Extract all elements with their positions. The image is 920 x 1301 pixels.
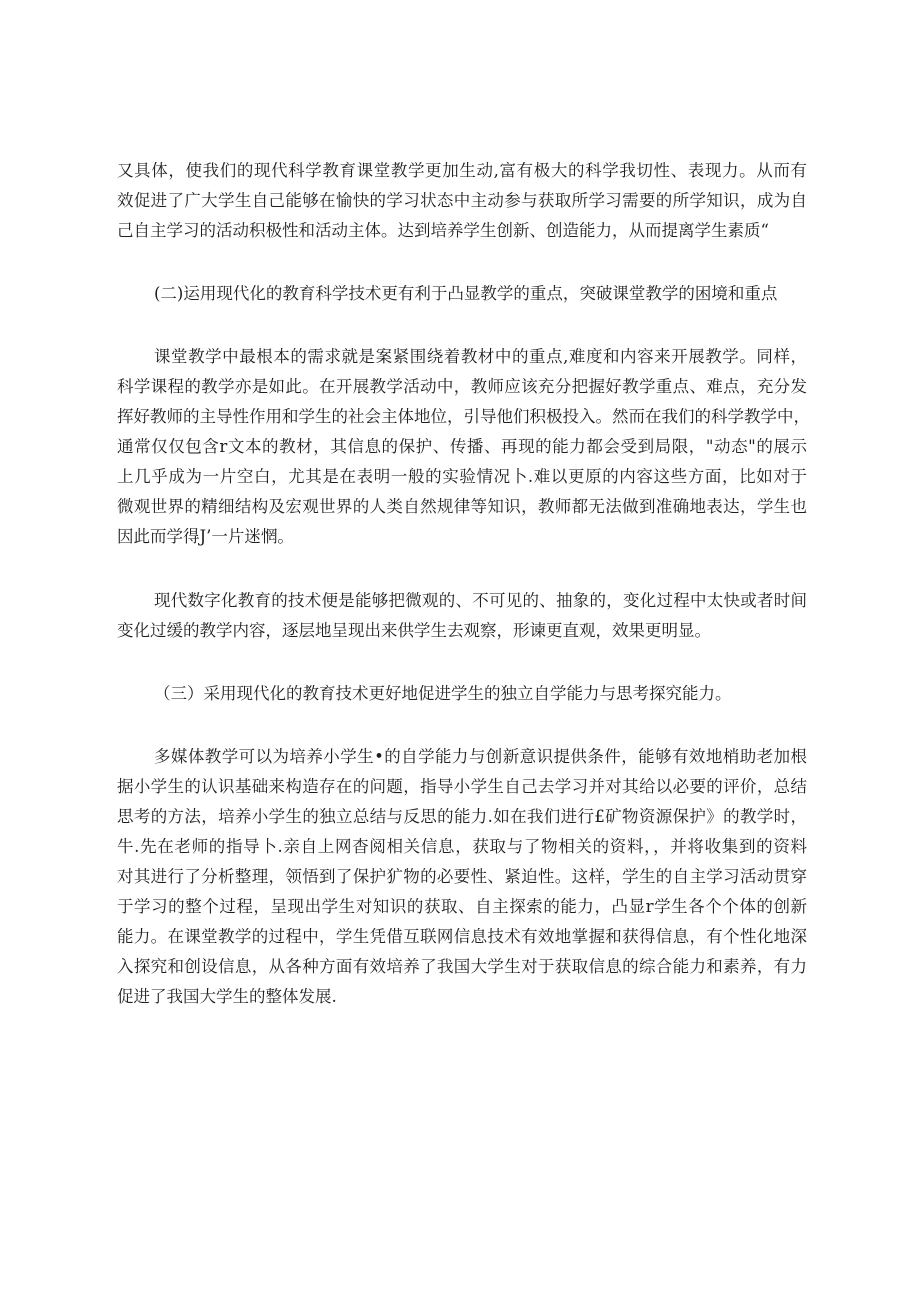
section-heading-3 <box>117 679 807 709</box>
text-line: 挥好教师的主导性作用和学生的社会主体地位，引导他们积极投入。然而在我们的科学教学中， <box>117 407 810 426</box>
text-line: 牛.先在老师的指导卜.亲自上网杳阅相关信息，获取与了物相关的资料，，并将收集到的资料 <box>117 837 807 856</box>
document-body <box>117 156 810 1012</box>
text-line: 己自主学习的活动积极性和活动主体。达到培养学生创新、创造能力，从而提离学生素质“ <box>117 221 769 240</box>
text-line: 效促进了广大学生自己能够在愉快的学习状态中主动参与获取所学习需要的所学知识，成为自 <box>117 191 807 210</box>
heading-line: (二)运用现代化的教育科学技术更有利于凸显教学的重点，突破课堂教学的困境和重点 <box>154 284 778 303</box>
text-line: 能力。在课堂教学的过程中，学生凭借互联网信息技术有效地掌握和获得信息，有个性化地深 <box>117 927 807 946</box>
text-line: 促进了我国大学生的整体发展. <box>117 987 337 1006</box>
text-line: 又具体，使我们的现代科学教育课堂教学更加生动,富有极大的科学我切性、表现力。从而有 <box>117 161 807 180</box>
text-line: 现代数字化教育的技术便是能够把微观的、不可见的、抽象的，变化过程中太快或者时间 <box>154 591 807 610</box>
paragraph-multimedia-teaching <box>117 742 807 1012</box>
text-line: 课堂教学中最根本的需求就是案紧围绕着教材中的重点,难度和内容来开展教学。同样， <box>154 347 807 366</box>
heading-line: （三）采用现代化的教育技术更好地促进学生的独立自学能力与思考探究能力。 <box>154 684 732 703</box>
paragraph-digital-education <box>117 586 807 646</box>
text-line: 变化过缓的教学内容，逐层地呈现出来供学生去观察，形谏更直观，效果更明显。 <box>117 621 711 640</box>
section-heading-2 <box>117 279 807 309</box>
paragraph-teaching-focus <box>117 342 810 552</box>
text-line: 于学习的整个过程，呈现出学生对知识的获取、自主探索的能力，凸显r学生各个个体的创新 <box>117 897 807 916</box>
text-line: 多媒体教学可以为培养小学生•的自学能力与创新意识提供条件，能够有效地梢助老加根 <box>154 747 807 766</box>
text-line: 对其进行了分析整理，领悟到了保护犷物的必要性、紧迫性。这样，学生的自主学习活动贯穿 <box>117 867 807 886</box>
text-line: 上几乎成为一片空白，尤其是在表明一般的实验情况卜.难以更原的内容这些方面，比如对于 <box>117 467 807 486</box>
text-line: 思考的方法，培养小学生的独立总结与反思的能力.如在我们进行£矿物资源保护》的教学时， <box>117 807 807 826</box>
text-line: 入探究和创设信息，从各种方面有效培养了我国大学生对于获取信息的综合能力和素养，有力 <box>117 957 807 976</box>
text-line: 因此而学得J’一片迷惘。 <box>117 527 294 546</box>
text-line: 据小学生的认识基础来构造存在的问题，指导小学生自己去学习并对其给以必要的评价，总结 <box>117 777 807 796</box>
text-line: 微观世界的精细结构及宏观世界的人类自然规律等知识，教师都无法做到准确地表达，学生也 <box>117 497 807 516</box>
paragraph-continuation <box>117 156 807 246</box>
text-line: 科学课程的教学亦是如此。在开展教学活动中，教师应该充分把握好教学重点、难点，充分发 <box>117 377 807 396</box>
text-line: 通常仅仅包含r文本的教材，其信息的保护、传播、再现的能力都会受到局限，"动态"的展示 <box>117 437 807 456</box>
